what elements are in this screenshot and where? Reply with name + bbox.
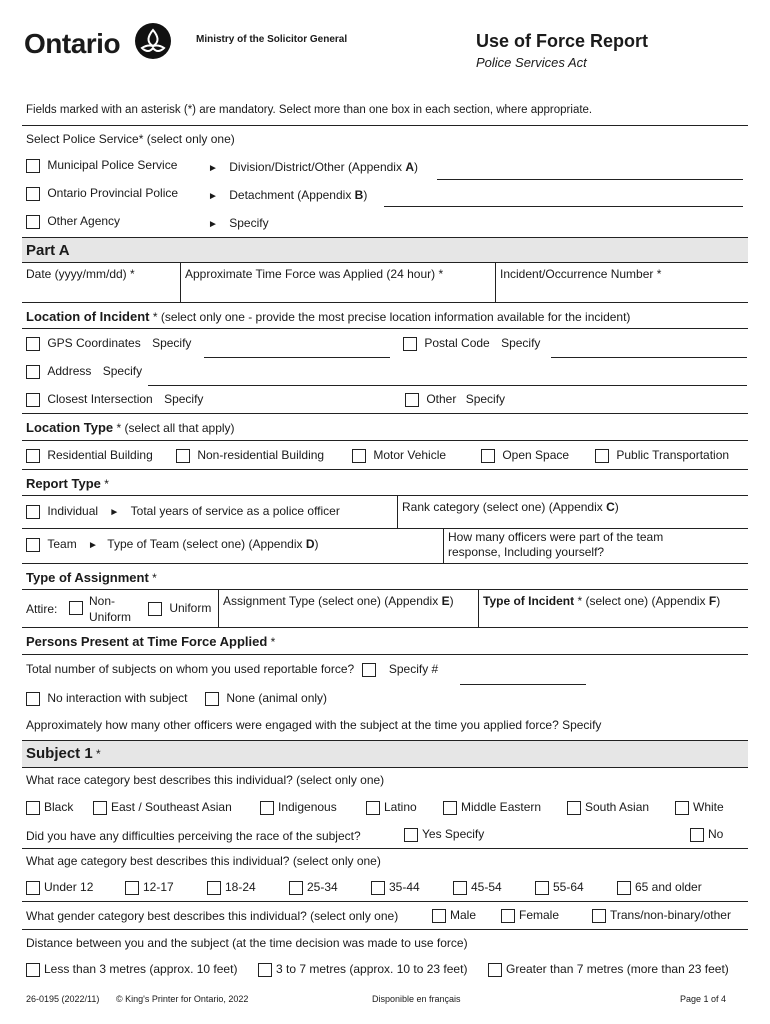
distance-question: Distance between you and the subject (at the time decision was made to use force) — [26, 936, 468, 950]
opp-checkbox[interactable] — [26, 187, 40, 201]
race-east-asian: East / Southeast Asian — [93, 800, 232, 815]
location-other-checkbox[interactable] — [405, 393, 419, 407]
nonresidential-checkbox[interactable] — [176, 449, 190, 463]
incident-number-label: Incident/Occurrence Number * — [500, 267, 662, 281]
report-team-row: Team ► Type of Team (select one) (Appendix D) — [26, 537, 319, 552]
public-transport-checkbox[interactable] — [595, 449, 609, 463]
race-black: Black — [26, 800, 73, 815]
none-animal-checkbox[interactable] — [205, 692, 219, 706]
distance-greater-7: Greater than 7 metres (more than 23 feet) — [488, 962, 729, 977]
distance-3-7-checkbox[interactable] — [258, 963, 272, 977]
team-count-label-2: response, Including yourself? — [448, 545, 605, 559]
race-middle-eastern-checkbox[interactable] — [443, 801, 457, 815]
arrow-right-icon: ► — [88, 540, 98, 551]
non-uniform-label-2: Uniform — [89, 610, 132, 624]
gender-other: Trans/non-binary/other — [592, 908, 731, 923]
difficulty-no: No — [690, 827, 723, 842]
age-12-17-checkbox[interactable] — [125, 881, 139, 895]
gender-male-checkbox[interactable] — [432, 909, 446, 923]
gps-checkbox[interactable] — [26, 337, 40, 351]
uniform-row: Uniform — [148, 601, 211, 616]
loc-type-public-transport: Public Transportation — [595, 448, 729, 463]
form-title: Use of Force Report — [476, 31, 649, 51]
arrow-right-icon: ► — [208, 219, 218, 230]
intro-text: Fields marked with an asterisk (*) are mandatory. Select more than one box in each section, where appropriate. — [26, 104, 593, 116]
age-12-17: 12-17 — [125, 880, 174, 895]
time-label: Approximate Time Force was Applied (24 hour) * — [185, 267, 444, 281]
other-agency-label: Other Agency — [47, 214, 121, 228]
location-heading: Location of Incident * (select only one - provide the most precise location information available for the incident) — [26, 309, 631, 324]
location-type-heading: Location Type * (select all that apply) — [26, 420, 235, 435]
non-uniform-checkbox-wrap — [69, 600, 83, 615]
gender-male: Male — [432, 908, 476, 923]
location-other-row: Other Specify — [405, 392, 505, 407]
report-individual-row: Individual ► Total years of service as a police officer — [26, 504, 340, 519]
subject-header — [22, 740, 748, 767]
other-officers-label: Approximately how many other officers were engaged with the subject at the time you applied force? Specify — [26, 718, 602, 732]
part-a-header — [22, 237, 748, 262]
address-input-line[interactable] — [148, 385, 747, 386]
team-count-label-1: How many officers were part of the team — [448, 530, 664, 544]
arrow-right-icon: ► — [109, 507, 120, 518]
gender-female: Female — [501, 908, 559, 923]
age-18-24-checkbox[interactable] — [207, 881, 221, 895]
age-65-older-checkbox[interactable] — [617, 881, 631, 895]
trillium-icon — [134, 22, 172, 60]
non-uniform-checkbox[interactable] — [69, 601, 83, 615]
arrow-right-icon: ► — [208, 163, 218, 174]
gender-female-checkbox[interactable] — [501, 909, 515, 923]
police-service-prompt: Select Police Service* (select only one) — [26, 132, 235, 146]
municipal-input-line[interactable] — [437, 179, 743, 180]
report-type-heading: Report Type * — [26, 476, 109, 491]
age-question: What age category best describes this individual? (select only one) — [26, 854, 381, 868]
race-latino: Latino — [366, 800, 417, 815]
ontario-logo-text: Ontario — [24, 28, 121, 59]
open-space-checkbox[interactable] — [481, 449, 495, 463]
french-availability: Disponible en français — [372, 994, 461, 1004]
incident-type-label: Type of Incident * (select one) (Appendix F) — [483, 594, 721, 608]
assignment-heading: Type of Assignment * — [26, 570, 157, 585]
municipal-label: Municipal Police Service — [47, 158, 178, 172]
form-subtitle: Police Services Act — [476, 55, 587, 70]
age-25-34: 25-34 — [289, 880, 338, 895]
address-checkbox[interactable] — [26, 365, 40, 379]
vehicle-checkbox[interactable] — [352, 449, 366, 463]
opp-label: Ontario Provincial Police — [47, 186, 179, 200]
address-row: Address Specify — [26, 364, 142, 379]
non-uniform-label-1: Non- — [89, 594, 116, 608]
page-number: Page 1 of 4 — [680, 994, 727, 1004]
race-white: White — [675, 800, 724, 815]
age-45-54: 45-54 — [453, 880, 502, 895]
persons-heading: Persons Present at Time Force Applied * — [26, 634, 276, 649]
other-agency-row — [26, 214, 120, 229]
loc-type-residential: Residential Building — [26, 448, 153, 463]
race-indigenous-checkbox[interactable] — [260, 801, 274, 815]
opp-sub: ► Detachment (Appendix B) — [208, 188, 368, 202]
rank-label: Rank category (select one) (Appendix C) — [402, 500, 619, 514]
distance-less-3-checkbox[interactable] — [26, 963, 40, 977]
gps-row: GPS Coordinates Specify — [26, 336, 191, 351]
other-agency-sub: ► Specify — [208, 216, 269, 230]
postal-row: Postal Code Specify — [403, 336, 540, 351]
individual-checkbox[interactable] — [26, 505, 40, 519]
opp-input-line[interactable] — [384, 206, 743, 207]
attire-label: Attire: — [26, 602, 58, 616]
race-south-asian: South Asian — [567, 800, 649, 815]
assignment-type-label: Assignment Type (select one) (Appendix E) — [223, 594, 454, 608]
distance-3-7: 3 to 7 metres (approx. 10 to 23 feet) — [258, 962, 467, 977]
postal-input-line[interactable] — [551, 357, 747, 358]
no-interaction-checkbox[interactable] — [26, 692, 40, 706]
gender-question: What gender category best describes this individual? (select only one) — [26, 909, 399, 923]
age-55-64: 55-64 — [535, 880, 584, 895]
difficulty-yes-checkbox[interactable] — [404, 828, 418, 842]
total-subjects-input-line[interactable] — [460, 684, 586, 685]
postal-checkbox[interactable] — [403, 337, 417, 351]
distance-less-3: Less than 3 metres (approx. 10 feet) — [26, 962, 237, 977]
none-animal-row: None (animal only) — [205, 691, 327, 706]
no-interaction-row: No interaction with subject — [26, 691, 187, 706]
loc-type-vehicle: Motor Vehicle — [352, 448, 446, 463]
residential-checkbox[interactable] — [26, 449, 40, 463]
race-latino-checkbox[interactable] — [366, 801, 380, 815]
copyright: © King's Printer for Ontario, 2022 — [116, 994, 249, 1004]
intersection-checkbox[interactable] — [26, 393, 40, 407]
age-18-24: 18-24 — [207, 880, 256, 895]
gender-other-checkbox[interactable] — [592, 909, 606, 923]
date-label: Date (yyyy/mm/dd) * — [26, 267, 135, 281]
form-number: 26-0195 (2022/11) — [26, 994, 100, 1004]
race-white-checkbox[interactable] — [675, 801, 689, 815]
gps-input-line[interactable] — [204, 357, 390, 358]
race-south-asian-checkbox[interactable] — [567, 801, 581, 815]
subject-title: Subject 1 * — [26, 745, 101, 762]
age-65-older: 65 and older — [617, 880, 702, 895]
difficulty-question: Did you have any difficulties perceiving the race of the subject? — [26, 829, 361, 843]
age-45-54-checkbox[interactable] — [453, 881, 467, 895]
other-agency-checkbox[interactable] — [26, 215, 40, 229]
ministry-name: Ministry of the Solicitor General — [196, 34, 348, 45]
part-a-title: Part A — [26, 242, 70, 259]
race-east-asian-checkbox[interactable] — [93, 801, 107, 815]
uniform-checkbox[interactable] — [148, 602, 162, 616]
age-35-44-checkbox[interactable] — [371, 881, 385, 895]
difficulty-yes: Yes Specify — [404, 827, 484, 842]
intersection-row: Closest Intersection Specify — [26, 392, 203, 407]
distance-greater-7-checkbox[interactable] — [488, 963, 502, 977]
municipal-sub: ► Division/District/Other (Appendix A) — [208, 160, 418, 174]
age-under-12: Under 12 — [26, 880, 93, 895]
total-subjects-row: Total number of subjects on whom you used reportable force? Specify # — [26, 662, 439, 676]
municipal-row — [26, 158, 177, 173]
team-checkbox[interactable] — [26, 538, 40, 552]
arrow-right-icon: ► — [208, 191, 218, 202]
race-question: What race category best describes this individual? (select only one) — [26, 773, 385, 787]
municipal-checkbox[interactable] — [26, 159, 40, 173]
age-35-44: 35-44 — [371, 880, 420, 895]
race-black-checkbox[interactable] — [26, 801, 40, 815]
age-55-64-checkbox[interactable] — [535, 881, 549, 895]
difficulty-no-checkbox[interactable] — [690, 828, 704, 842]
loc-type-open-space: Open Space — [481, 448, 569, 463]
race-middle-eastern: Middle Eastern — [443, 800, 541, 815]
age-under-12-checkbox[interactable] — [26, 881, 40, 895]
race-indigenous: Indigenous — [260, 800, 337, 815]
age-25-34-checkbox[interactable] — [289, 881, 303, 895]
total-subjects-checkbox[interactable] — [362, 663, 376, 677]
loc-type-nonresidential: Non-residential Building — [176, 448, 324, 463]
opp-row — [26, 186, 178, 201]
